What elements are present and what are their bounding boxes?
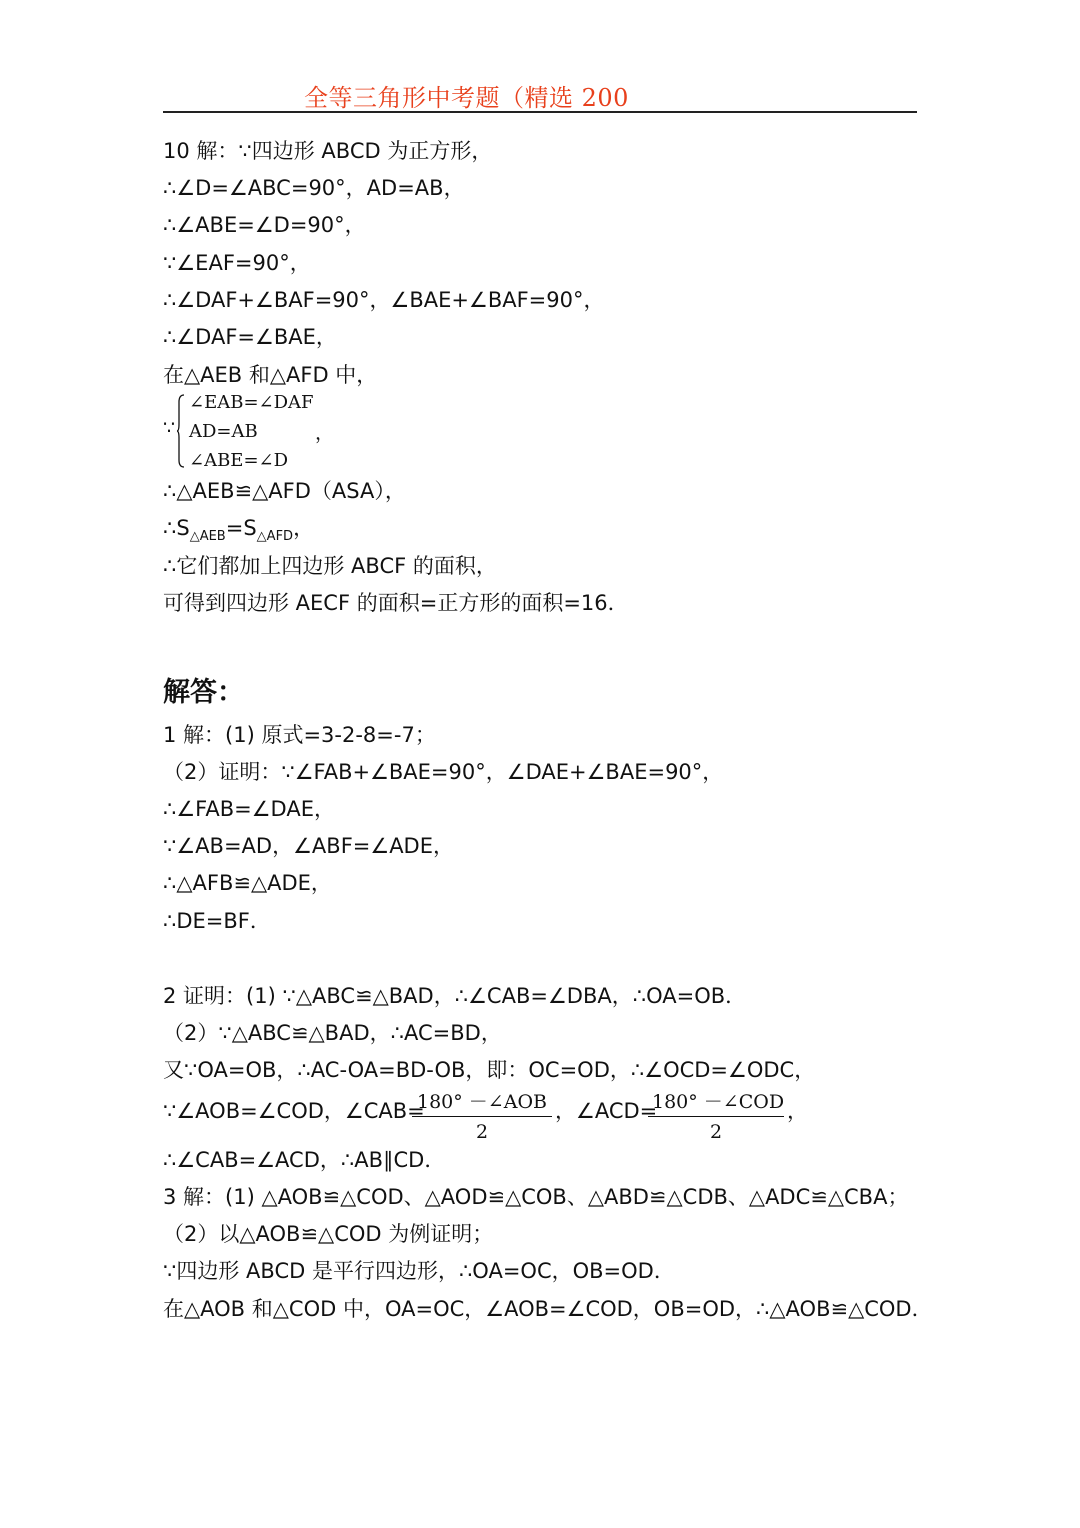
- prob10-line-5: ∴∠DAF+∠BAF=90°，∠BAE+∠BAF=90°，: [163, 288, 605, 312]
- answer2-line-end: ∴∠CAB=∠ACD，∴AB∥CD．: [163, 1148, 446, 1172]
- prob10-line-7: 在△AEB 和△AFD 中，: [163, 363, 378, 387]
- system-comma: ，: [315, 422, 335, 444]
- area-mid: =S: [225, 516, 257, 540]
- left-brace-icon: [177, 394, 185, 468]
- area-prefix: ∴S: [163, 516, 190, 540]
- prob10-line-2: ∴∠D=∠ABC=90°，AD=AB，: [163, 176, 465, 200]
- fraction-cab: [412, 1087, 552, 1143]
- answer1-line-2: （2）证明：∵∠FAB+∠BAE=90°，∠DAE+∠BAE=90°，: [163, 760, 724, 784]
- fraction-cab-numerator: 180° －∠AOB: [412, 1087, 552, 1117]
- prob10-congruence-line: ∴△AEB≌△AFD（ASA），: [163, 479, 406, 503]
- answer1-line-4: ∵∠AB=AD，∠ABF=∠ADE，: [163, 834, 454, 858]
- prob10-line-3: ∴∠ABE=∠D=90°，: [163, 213, 366, 237]
- prob10-line-8: ∴它们都加上四边形 ABCF 的面积，: [163, 554, 497, 578]
- area-suffix: ，: [293, 516, 315, 540]
- answer2-line-1: 2 证明：(1) ∵△ABC≌△BAD，∴∠CAB=∠DBA，∴OA=OB．: [163, 984, 747, 1008]
- page-header-title: 全等三角形中考题（精选 200: [304, 84, 629, 112]
- fraction-acd-numerator: 180° －∠COD: [648, 1087, 784, 1117]
- answer2-line-3: 又∵OA=OB，∴AC-OA=BD-OB，即：OC=OD，∴∠OCD=∠ODC，: [163, 1058, 816, 1082]
- answer2-fraction-mid: ，∠ACD=: [555, 1099, 658, 1123]
- prob10-line-6: ∴∠DAF=∠BAE，: [163, 325, 337, 349]
- prob10-line-9: 可得到四边形 AECF 的面积=正方形的面积=16．: [163, 591, 629, 615]
- answer3-line-4: 在△AOB 和△COD 中，OA=OC，∠AOB=∠COD，OB=OD，∴△AOB≌△COD．: [163, 1297, 933, 1321]
- system-equation-2: AD=AB: [189, 421, 258, 442]
- system-equation-3: ∠ABE=∠D: [189, 450, 289, 471]
- answer2-fraction-tail: ，: [787, 1099, 808, 1123]
- system-equation-1: ∠EAB=∠DAF: [189, 392, 314, 413]
- fraction-acd: [648, 1087, 784, 1143]
- answer1-line-1: 1 解：(1) 原式=3-2-8=-7；: [163, 723, 436, 747]
- because-symbol: ∵: [163, 417, 176, 439]
- prob10-line-1: 10 解：∵四边形 ABCD 为正方形，: [163, 139, 493, 163]
- answer2-line-2: （2）∵△ABC≌△BAD，∴AC=BD，: [163, 1021, 502, 1045]
- answer1-line-6: ∴DE=BF．: [163, 909, 271, 933]
- answer3-line-2: （2）以△AOB≌△COD 为例证明；: [163, 1222, 494, 1246]
- fraction-cab-denominator: 2: [475, 1121, 489, 1143]
- answer2-fraction-lead: ∵∠AOB=∠COD，∠CAB=: [163, 1099, 425, 1123]
- fraction-acd-denominator: 2: [709, 1121, 723, 1143]
- answer3-line-1: 3 解：(1) △AOB≌△COD、△AOD≌△COB、△ABD≌△CDB、△ADC≌△CBA；: [163, 1185, 909, 1209]
- header-divider: [163, 111, 917, 113]
- prob10-line-4: ∵∠EAF=90°，: [163, 251, 311, 275]
- answers-heading: 解答：: [163, 677, 244, 708]
- prob10-area-line: [163, 515, 314, 550]
- area-subscript-2: △AFD: [256, 529, 294, 544]
- area-subscript-1: △AEB: [189, 529, 226, 544]
- answer1-line-5: ∴△AFB≌△ADE，: [163, 871, 332, 895]
- answer1-line-3: ∴∠FAB=∠DAE，: [163, 797, 335, 821]
- answer3-line-3: ∵四边形 ABCD 是平行四边形，∴OA=OC，OB=OD．: [163, 1259, 675, 1283]
